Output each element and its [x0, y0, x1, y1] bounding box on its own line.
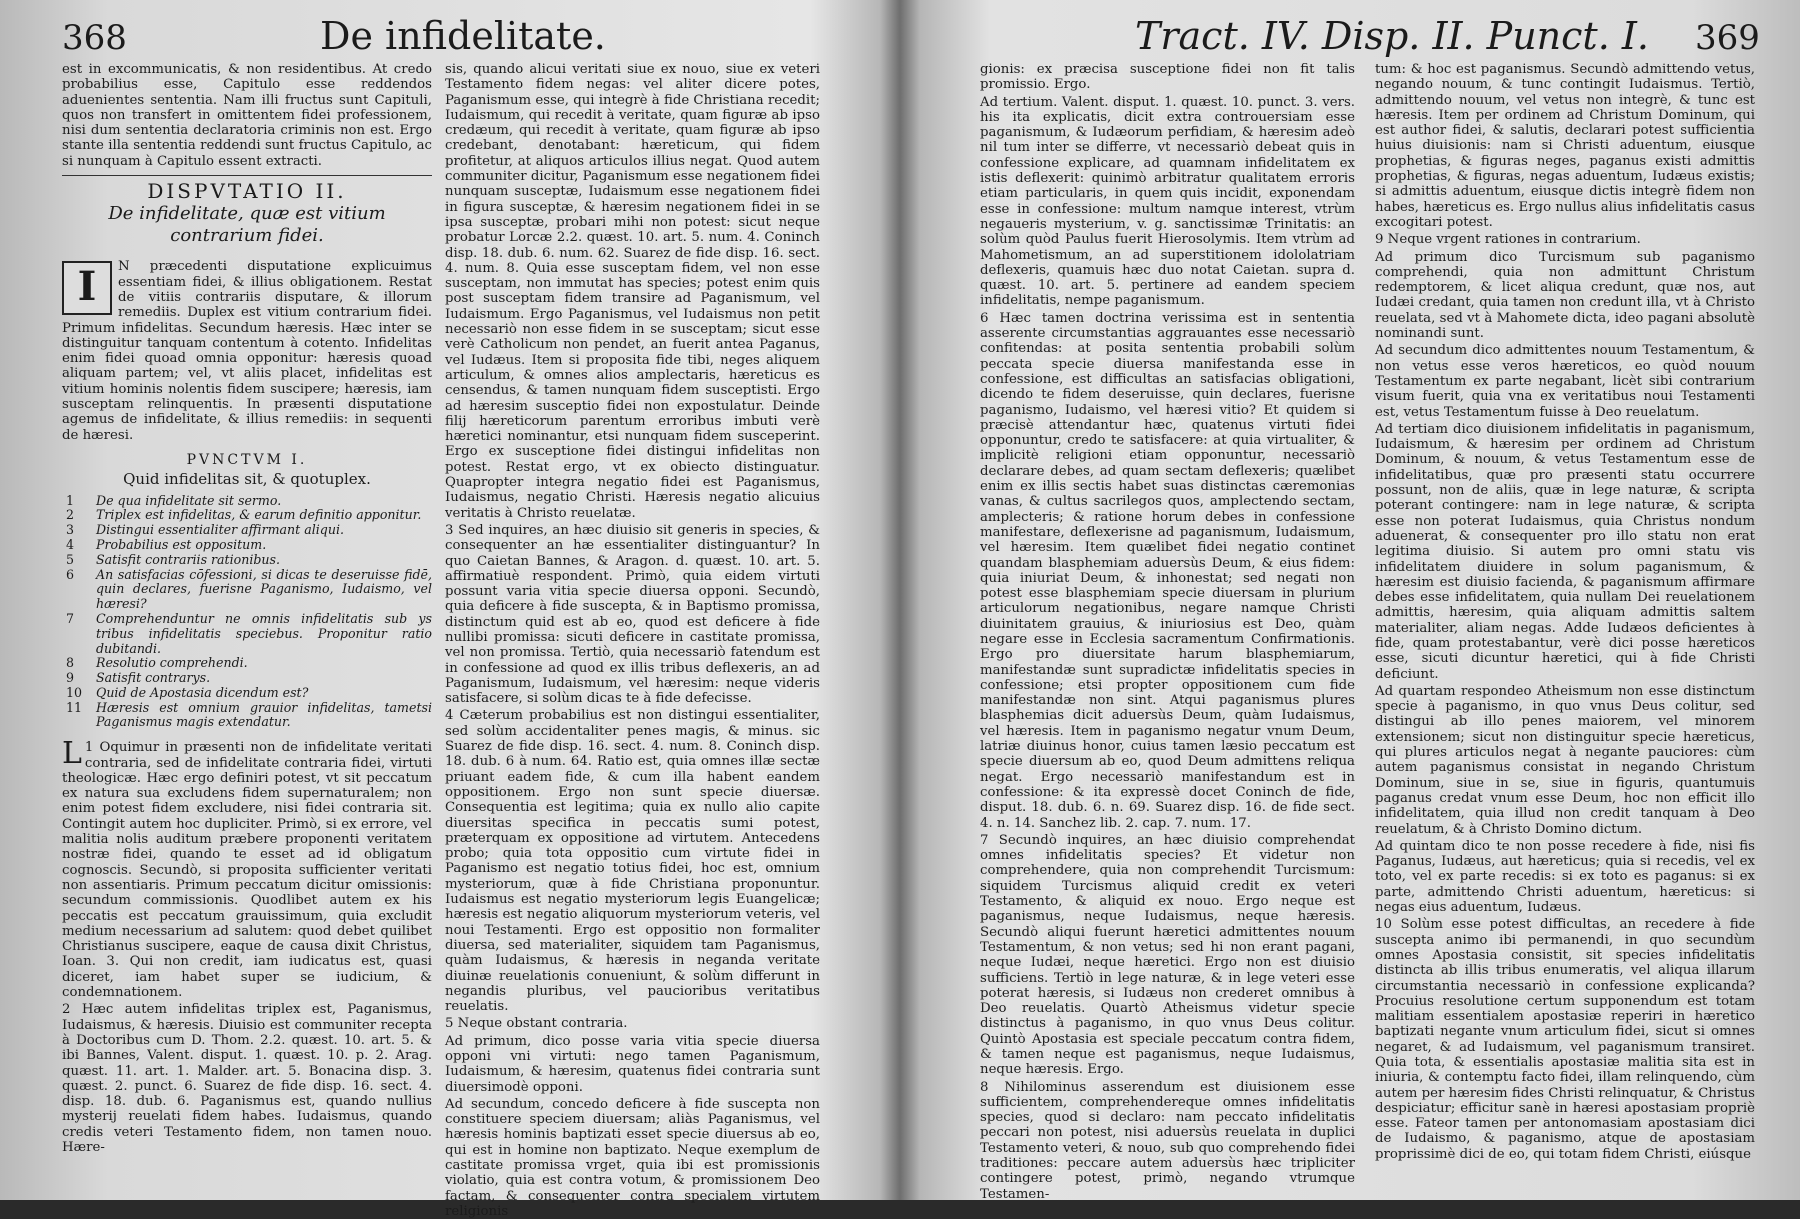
- paragraph: 9 Neque vrgent rationes in contrarium.: [1375, 232, 1641, 248]
- summary-item: 7 Comprehenduntur ne omnis infidelitatis sub ys tribus infidelitatis speciebus. Proponitur ratio dubitandi.: [66, 610, 432, 656]
- paragraph: 10 Solùm esse potest difficultas, an recedere à fide suscepta animo ibi permanendi, in quo secundùm omnes Apostasia consistit, sit species infidelitatis distincta ab illis tribus enumeratis, vel aliqua illarum circumstantia necessariò in confessione explicanda? Procuius resolutione certum supponendum est totam malitiam essentialem apostasiæ reperiri in hæretico baptizati negante vnum articulum fidei, sicut si omnes negaret, & ad Iudaismum, vel paganismum transiret. Quia tota, & essentialis apostasiæ malitia sita est in iniuria, & contemptu facto fidei, illam relinquendo, cùm autem per hæresim fides Christi relinquatur, & Christus despiciatur; efficitur sanè in hæresi apostasiam propriè esse. Fateor tamen per antonomasiam apostasiam dici de Iudaismo, & paganismo, atque de apostasiam proprissimè dici de eo, qui totam fidem Christi, eiúsque: [1375, 917, 1755, 1162]
- summary-item: 9 Satisfit contrarys.: [66, 670, 211, 686]
- paragraph: 4 Cæterum probabilius est non distingui essentialiter, sed solùm accidentaliter penes magis, & minus. sic Suarez de fide disp. 16. sect. 4. num. 8. Coninch disp. 18. dub. 6 à num. 64. Ratio est, quia omnes illæ sectæ priuant eadem fide, & cum illa habent eandem oppositionem. Ergo non sunt specie diuersæ. Consequentia est legitima; quia ex nullo alio capite diuersitas specifica in peccatis sumi potest, præterquam ex oppositione ad virtutem. Antecedens probo; quia tota oppositio cum virtute fidei in Paganismo est negatio totius fidei, hoc est, omnium mysteriorum, quæ à fide Christiana proponuntur. Iudaismus est negatio mysteriorum legis Euangelicæ; hæresis est negatio aliquorum mysteriorum veteris, vel noui Testamenti. Ergo est oppositio non formaliter diuersa, sed materialiter, siquidem tam Paganismus, quàm Iudaismus, & hæresis in neganda veritate diuinæ reuelationis conueniunt, & solùm differunt in negandis pluribus, vel paucioribus veritatibus reuelatis.: [445, 708, 820, 1015]
- summary-item: 11 Hæresis est omnium grauior infidelitas, tametsi Paganismus magis extendatur.: [66, 699, 432, 730]
- summary-item: 10 Quid de Apostasia dicendum est?: [66, 684, 309, 700]
- section-2-text: Hæc autem infidelitas triplex est, Paganismus, Iudaismus, & hæresis. Diuisio est communiter recepta à Doctoribus cum D. Thom. 2.2. quæst. 10. art. 5. & ibi Bannes, Valent. disput. 1. quæst. 10. p. 2. Arag. quæst. 11. art. 1. Malder. art. 5. Bonacina disp. 3. quæst. 2. punct. 6. Suarez de fide disp. 16. sect. 4. disp. 18. dub. 6. Paganismus est, quando nullius mysterij reuelati fidem habes. Iudaismus, quando credis veteri Testamento fidem, non tamen nouo. Hære-: [62, 1002, 432, 1155]
- paragraph: Ad primum dico Turcismum sub paganismo comprehendi, quia non admittunt Christum redemptorem, & licet aliqua credunt, quæ nos, aut Iudæi credant, quia tamen non credunt illa, vt à Christo reuelata, sed vt à Mahomete dicta, ideo pagani absolutè nominandi sunt.: [1375, 249, 1755, 342]
- right-page: [905, 0, 1800, 1200]
- section-1-text: Oquimur in præsenti non de infidelitate veritati contraria, sed de infidelitate contraria fidei, virtuti theologicæ. Hæc ergo definiri potest, vt sit peccatum ex natura sua excludens fidem supernaturalem; non enim potest fidem excludere, nisi fidei contraria sit. Contingit autem hoc dupliciter. Primò, si ex errore, vel malitia nolis auditum præbere proponenti veritatem nostræ fidei, quando te esset ad id obligatum cognoscis. Secundò, si proposita sufficienter veritati non assentiaris. Primum peccatum dicitur omissionis: secundum commissionis. Quodlibet autem ex his peccatis est peccatum grauissimum, quia excludit medium necessarium ad salutem: quod debet quilibet Christianus suscipere, eaque de causa dixit Christus, Ioan. 3. Qui non credit, iam iudicatus est, quasi diceret, iam habet super se iudicium, & condemnationem.: [62, 740, 432, 1001]
- paragraph: 3 Sed inquires, an hæc diuisio sit generis in species, & consequenter an hæ essentialiter distinguantur? In quo Caietan Bannes, & Aragon. d. quæst. 10. art. 5. affirmatiuè respondent. Primò, quia eidem virtuti possunt varia vitia specie diuersa opponi. Secundò, quia deficere à fide suscepta, & in Baptismo promissa, distinctum quid est ab eo, quod est deficere à fide nullibi promissa: sicuti deficere in castitate promissa, vel non promissa. Tertiò, quia necessariò fatendum est in confessione ad quod ex illis tribus deflexeris, an ad Paganismum, Iudaismum, vel hæresim: neque videris satisfacere, si solùm dicas te à fide defecisse.: [445, 522, 820, 707]
- paragraph: Ad tertium. Valent. disput. 1. quæst. 10. punct. 3. vers. his ita explicatis, dicit extra controuersiam esse paganismum, & Iudæorum perfidiam, & hæresim adeò nil tum inter se differre, vt necessariò debeat quis in confessione explicare, ad quamnam infidelitatem ex istis deflexerit: quinimò arbitratur qualitatem erroris etiam particularis, in quem quis incidit, exponendam esse in confessione: multum namque interest, vtrùm negaueris mysterium, v. g. sanctissimæ Trinitatis: an solùm quòd Paulus fuerit Hierosolymis. Item vtrùm ad Mahometismum, an ad superstitionem idololatriam deflexeris, quamuis hæc duo notat Caietan. supra d. quæst. 10. art. 5. pertinere ad eandem speciem infidelitatis, nempe paganismum.: [980, 94, 1355, 309]
- summary-item: 4 Probabilius est oppositum.: [66, 536, 267, 552]
- right-column-a: [980, 62, 1355, 1202]
- initial-L: L: [62, 736, 82, 772]
- summary-list: [62, 494, 432, 731]
- paragraph: 6 Hæc tamen doctrina verissima est in sententia asserente circumstantias aggrauantes esse necessariò confitendas: at posita sententia probabili solùm peccata specie diuersa manifestanda esse in confessione, est difficultas an satisfacias obligationi, dicendo te fidem deseruisse, quin declares, fuerisne paganismo, Iudaismo, vel hæresi vitio? Et quidem si præcisè attendantur hæc, quatenus virtuti fidei opponuntur, credo te satisfacere: at quia virtualiter, & implicitè religioni etiam opponuntur, necessariò declarare debes, ad quam sectam deflexeris; quælibet enim ex illis sectis habet suas distinctas cæremonias vanas, & cultus sacrilegos quos, amplectendo sectam, amplecteris; & ratione horum debes in confessione manifestare, deflexerisne ad paganismum, Iudaismum, vel hæresim. Item quælibet fidei negatio continet quandam blasphemiam aduersùs Deum, & eius fidem: quia iniuriat Deum, & inhonestat; sed negati non potest esse blasphemiam specie diuersam in plurium articulorum negationibus, negare namque Christi diuinitatem grauius, & iniuriosius est Deo, quàm negare esse in Ecclesia sacramentum Confirmationis. Ergo pro diuersitate harum blasphemiarum, manifestandæ sunt supradictæ infidelitatis species in confessione; etsi propter oppositionem cum fide manifestandæ non sint. Atqui paganismus plures blasphemias dicit aduersùs Deum, quàm Iudaismus, vel hæresis. Item in paganismo negatur vnum Deum, latriæ diuinus honor, cuius tamen læsio peccatum est specie diuersum ab eo, quod Deum admittens reliqua negat. Ergo necessariò manifestandum est in confessione: & ita expressè docet Coninch de fide, disput. 18. dub. 6. n. 69. Suarez disp. 16. de fide sect. 4. n. 14. Sanchez lib. 2. cap. 7. num. 17.: [980, 310, 1355, 831]
- section-number: 2: [62, 1002, 71, 1018]
- paragraph: sis, quando alicui veritati siue ex nouo, siue ex veteri Testamento fidem negas: vel aliter dicere potes, Paganismum esse, qui integrè à fide Christiana recedit; Iudaismum, qui recedit à veritate, quam figuræ ab ipso credæum, qui recedit à veritate, quam figuræ ab ipso credebant, denotabant: hæreticum, qui fidem profitetur, at aliquos articulos illius negat. Quod autem communiter dicitur, Paganismum esse negationem fidei nunquam susceptæ, Iudaismum esse negationem fidei in figura susceptæ, & hæresim negationem fidei in se ipsa susceptæ, probari mihi non potest: sicut neque probatur Lorcæ 2.2. quæst. 10. art. 5. num. 4. Coninch disp. 18. dub. 6. num. 62. Suarez de fide disp. 16. sect. 4. num. 8. Quia esse susceptam fidem, vel non esse susceptam, non immutat has species; potest enim quis post susceptam fidem transire ad Paganismum, vel Iudaismum. Ergo Paganismus, vel Iudaismus non petit necessariò non esse fidem in se susceptam; sicut esse verè Catholicum non pendet, an fuerit antea Paganus, vel Iudæus. Item si proposita fide tibi, neges aliquem articulum, & omnes alios amplectaris, hæreticus es censendus, & tamen nunquam fidem susceptisti. Ergo ad hæresim susceptio fidei non expostulatur. Deinde filij hæreticorum parentum erroribus imbuti verè hæretici nominantur, etsi nunquam fidem susceperint. Ergo ex susceptione fidei distingui infidelitas non potest. Restat ergo, vt ex obiecto distinguatur. Quapropter integra negatio fidei est Paganismus, Iudaismus, negatio Christi. Hæresis negatio alicuius veritatis à Christo reuelatæ.: [445, 62, 820, 521]
- left-column-b: [445, 62, 820, 1219]
- page-number-right: 369: [1695, 18, 1760, 58]
- paragraph: Ad secundum dico admittentes nouum Testamentum, & non vetus esse veros hæreticos, eo quòd nouum Testamentum ex parte negabant, licèt sibi contrarium visum fuerit, quia vna ex veritatibus noui Testamenti est, vetus Testamentum fuisse à Deo reuelatum.: [1375, 343, 1755, 420]
- paragraph: 7 Secundò inquires, an hæc diuisio comprehendat omnes infidelitatis species? Et videtur non comprehendere, quia non comprehendit Turcismum: siquidem Turcismus aliquid credit ex veteri Testamento, & aliquid ex nouo. Ergo neque est paganismus, neque Iudaismus, neque hæresis. Secundò aliqui fuerunt hæretici admittentes nouum Testamentum, & non vetus; sed hi non erant pagani, neque Iudæi, neque hæretici. Ergo non est diuisio sufficiens. Tertiò in lege naturæ, & in lege veteri esse poterat hæresis, si Iudæus non crederet omnibus à Deo reuelatis. Quartò Atheismus videtur specie distinctus à paganismo, in quo vnus Deus colitur. Quintò Apostasia est speciale peccatum contra fidem, & tamen neque est paganismus, neque Iudaismus, neque hæresis. Ergo.: [980, 832, 1355, 1078]
- disputation-subtitle: De infidelitate, quæ est vitium contrarium fidei.: [108, 203, 386, 247]
- punctum-subtitle: Quid infidelitas sit, & quotuplex.: [123, 470, 371, 489]
- section-2: [62, 1002, 432, 1155]
- punctum-heading: PVNCTVM I.: [186, 451, 308, 468]
- summary-item: 1 De qua infidelitate sit sermo.: [66, 492, 282, 508]
- drop-cap: I: [62, 261, 112, 315]
- paragraph: Ad primum, dico posse varia vitia specie diuersa opponi vni virtuti: nego tamen Paganismum, Iudaismum, & hæresim, quatenus fidei contraria sunt diuersimodè opponi.: [445, 1033, 820, 1095]
- paragraph: tum: & hoc est paganismus. Secundò admittendo vetus, negando nouum, & tunc contingit Iudaismus. Tertiò, admittendo nouum, vel vetus non integrè, & tunc est hæresis. Item per ordinem ad Christum Dominum, qui est author fidei, & salutis, declarari potest sufficientia huius diuisionis: nam si Christi aduentum, eiusque prophetias, & figuras neges, paganus existi admittis prophetias, & figuras, negas aduentum, Iudæus existis; si admittis aduentum, eiusque dictis integrè fidem non habes, hæreticus es. Ergo nullus alius infidelitatis casus excogitari potest.: [1375, 62, 1755, 230]
- section-number: 1: [84, 740, 94, 756]
- running-title-left: De infidelitate.: [320, 14, 606, 58]
- paragraph: gionis: ex præcisa susceptione fidei non fit talis promissio. Ergo.: [980, 62, 1355, 93]
- paragraph: Ad quartam respondeo Atheismum non esse distinctum specie à paganismo, in quo vnus Deus colitur, sed distingui ab illo penes maiorem, vel minorem extensionem; sicut non distinguitur specie hæreticus, qui plures articulos negat à negante pauciores: cùm autem paganismus consistat in negando Christum Dominum, siue in se, siue in figuris, quantumuis paganus credat vnum esse Deum, hoc non efficit illo infidelitatem, quia illud non credit tanquam à Deo reuelatum, & à Christo Domino dictum.: [1375, 683, 1755, 837]
- summary-item: 6 An satisfacias cōfessioni, si dicas te deseruisse fidē, quin declares, fuerisne Paganismo, Iudaismo, vel hæresi?: [66, 566, 432, 612]
- paragraph: 5 Neque obstant contraria.: [445, 1016, 628, 1032]
- paragraph: Ad tertiam dico diuisionem infidelitatis in paganismum, Iudaismum, & hæresim per ordinem ad Christum Dominum, & nouum, & vetus Testamentum esse de infidelitatibus, quæ pro præsenti statu occurrere possunt, non de aliis, quæ in lege naturæ, & scripta poterant contingere: nam in lege naturæ, & scripta esse non poterat Iudaismus, quia Christus nondum aduenerat, & consequenter pro illo statu non erat legitima diuisio. Si autem pro omni statu vis infidelitatem diuidere in solum paganismum, & hæresim est diuisio facienda, & paganismum affirmare debes esse infidelitatem, quia nullam Dei reuelationem admittis, hæresim, quia aliquam admittis saltem materialiter, aliam negas. Adde Iudæos deficientes à fide, quam protestabantur, verè dici posse hæreticos esse, sicuti dicuntur hæretici, qui à fide Christi deficiunt.: [1375, 421, 1755, 682]
- summary-item: 3 Distingui essentialiter affirmant aliqui.: [66, 522, 344, 538]
- page-number-left: 368: [62, 18, 127, 58]
- paragraph: Ad quintam dico te non posse recedere à fide, nisi fis Paganus, Iudæus, aut hæreticus; quia si recedis, vel ex toto, vel ex parte recedis: si ex toto es paganus: si ex parte, admittendo Christi aduentum, hæreticus: si negas eius aduentum, Iudæus.: [1375, 838, 1755, 916]
- summary-item: 8 Resolutio comprehendi.: [66, 655, 248, 671]
- running-title-right: Tract. IV. Disp. II. Punct. I.: [1135, 14, 1649, 58]
- paragraph: Ad secundum, concedo deficere à fide suscepta non constituere speciem diuersam; aliàs Paganismus, vel hæresis hominis baptizati esset specie diuersus ab eo, qui est in homine non baptizato. Neque exemplum de castitate promissa vrget, quia ibi est promissionis violatio, quia est contra votum, & promissionem Deo factam, & consequenter contra specialem virtutem religionis: [445, 1096, 820, 1219]
- right-column-b: [1375, 62, 1755, 1162]
- summary-item: 5 Satisfit contrariis rationibus.: [66, 551, 281, 567]
- summary-item: 2 Triplex est infidelitas, & earum definitio apponitur.: [66, 507, 422, 523]
- disputation-title: DISPVTATIO II.: [147, 179, 347, 204]
- left-page: [0, 0, 895, 1219]
- intro-block: [62, 259, 432, 443]
- paragraph: 8 Nihilominus asserendum est diuisionem esse sufficientem, comprehendereque omnes infidelitatis species, quod si declaro: nam peccato infidelitatis peccari non potest, nisi aduersùs reuelata in duplici Testamento veteri, & nouo, sub quo comprehendo fidei traditiones: peccare autem aduersùs hæc tripliciter contingere potest, primò, negando vtrumque Testamen-: [980, 1079, 1355, 1202]
- divider: [62, 175, 432, 176]
- section-1: [62, 736, 432, 1001]
- intro-text: N præcedenti disputatione explicuimus essentiam fidei, & illius obligationem. Restat de vitiis contrariis disputare, & illorum remediis. Duplex est vitium contrarium fidei. Primum infidelitas. Secundum hæresis. Hæc inter se distinguitur tanquam contentum à cotento. Infidelitas enim fidei quoad omnia opponitur: hæresis quoad aliquam partem; vel, vt aliis placet, infidelitas est vitium hominis nolentis fidem suscipere; hæresis, iam susceptam relinquentis. In præsenti disputatione agemus de infidelitate, & illius remediis: in sequenti de hæresi.: [62, 259, 432, 443]
- left-column-a: [62, 62, 432, 1172]
- continuation-paragraph: est in excommunicatis, & non residentibus. At credo probabilius esse, Capitulo esse reddendos aduenientes sententia. Nam illi fructus sunt Capituli, quos non transfert in omittentem fidei professionem, nisi dum sententia declaratoria criminis non est. Ergo stante illa sententia reddendi sunt fructus Capitulo, ac si nunquam à Capitulo essent extracti.: [62, 62, 432, 169]
